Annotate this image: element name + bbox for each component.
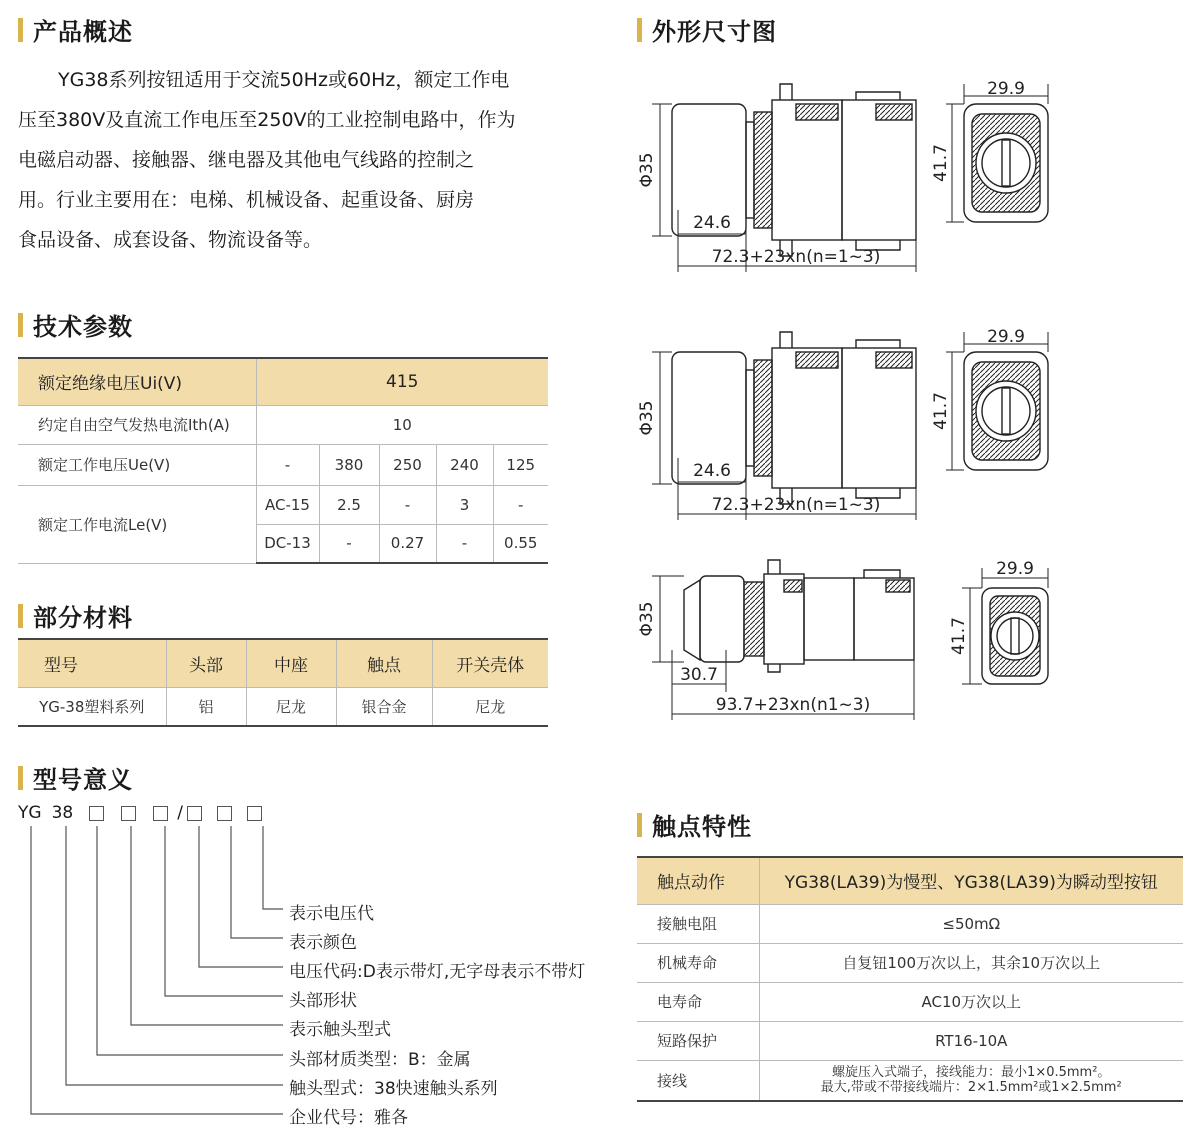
section-title-dimensions: 外形尺寸图 xyxy=(637,12,777,47)
dim-width: 29.9 xyxy=(987,327,1025,347)
table-row: 额定工作电压Ue(V) - 380 250 240 125 xyxy=(18,444,548,485)
dim-head: 24.6 xyxy=(693,213,731,233)
section-title-model-meaning: 型号意义 xyxy=(18,760,133,795)
table-row: 额定工作电流Le(V) AC-15 2.5 - 3 - xyxy=(18,485,548,524)
table-row: 型号 头部 中座 触点 开关壳体 xyxy=(18,639,548,687)
front-view-1 xyxy=(964,104,1048,222)
dim-width: 29.9 xyxy=(996,559,1034,579)
dimension-drawings xyxy=(600,60,1200,740)
section-title-tech: 技术参数 xyxy=(18,307,133,342)
table-row: 触点动作 YG38(LA39)为慢型、YG38(LA39)为瞬动型按钮 xyxy=(637,857,1183,904)
legend-item: 企业代号：雅各 xyxy=(289,1108,408,1128)
dim-width: 29.9 xyxy=(987,79,1025,99)
section-title-materials: 部分材料 xyxy=(18,598,133,633)
legend-item: 触头型式：38快速触头系列 xyxy=(289,1079,498,1099)
table-row: YG-38塑料系列 铝 尼龙 银合金 尼龙 xyxy=(18,687,548,726)
dim-diameter: Φ35 xyxy=(637,400,657,436)
table-row: DC-13 - 0.27 - 0.55 xyxy=(18,524,548,563)
legend-item: 电压代码:D表示带灯,无字母表示不带灯 xyxy=(289,962,586,982)
side-view-2 xyxy=(652,332,1048,520)
dim-diameter: Φ35 xyxy=(637,601,657,637)
dim-height: 41.7 xyxy=(949,617,969,655)
overview-paragraph: YG38系列按钮适用于交流50Hz或60Hz，额定工作电 压至380V及直流工作电压至250V的工业控制电路中，作为 电磁启动器、接触器、继电器及其他电气线路的控制之 用。行业主要用在：电梯、机械设备、起重设备、厨房 食品设备、成套设备、物流设备等。 xyxy=(18,69,516,251)
table-row: 机械寿命 自复钮100万次以上，其余10万次以上 xyxy=(637,943,1183,982)
dim-height: 41.7 xyxy=(931,392,951,430)
dim-length: 93.7+23xn(n1~3) xyxy=(715,695,871,715)
section-title-contact: 触点特性 xyxy=(637,807,752,842)
legend-item: 表示电压代 xyxy=(289,904,374,924)
legend-item: 表示触头型式 xyxy=(289,1020,391,1040)
table-row: 短路保护 RT16-10A xyxy=(637,1021,1183,1060)
table-row: 约定自由空气发热电流Ith(A) 10 xyxy=(18,405,548,444)
dim-head: 30.7 xyxy=(680,665,718,685)
legend-item: 头部材质类型：B：金属 xyxy=(289,1050,471,1070)
dim-head: 24.6 xyxy=(693,461,731,481)
table-row: 额定绝缘电压Ui(V) 415 xyxy=(18,358,548,405)
legend-item: 头部形状 xyxy=(289,991,357,1011)
model-code: YG 38 / xyxy=(18,803,271,823)
dim-height: 41.7 xyxy=(931,144,951,182)
table-row: 接触电阻 ≤50mΩ xyxy=(637,904,1183,943)
dim-length: 72.3+23xn(n=1~3) xyxy=(711,495,881,515)
table-row: 接线 螺旋压入式端子，接线能力：最小1×0.5mm²。 最大,带或不带接线端片：2×1.5mm²或1×2.5mm² xyxy=(637,1060,1183,1101)
dim-length: 72.3+23xn(n=1~3) xyxy=(711,247,881,267)
table-row: 电寿命 AC10万次以上 xyxy=(637,982,1183,1021)
section-title-overview: 产品概述 xyxy=(18,12,133,47)
contact-table xyxy=(637,856,1183,1102)
dim-diameter: Φ35 xyxy=(637,152,657,188)
legend-item: 表示颜色 xyxy=(289,933,357,953)
